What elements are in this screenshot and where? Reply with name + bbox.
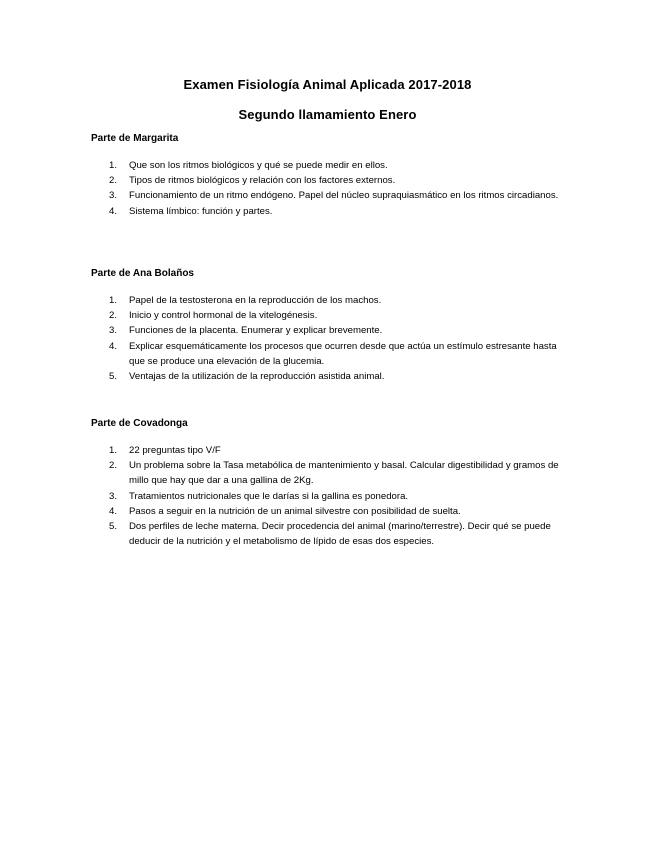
question-list: [91, 443, 571, 549]
item-number: 3.: [109, 325, 118, 337]
item-text: Pasos a seguir en la nutrición de un animal silvestre con posibilidad de suelta.: [129, 505, 461, 517]
section-margarita: [91, 132, 571, 219]
section-heading: Parte de Ana Bolaños: [91, 268, 194, 279]
item-text: Papel de la testosterona en la reproducción de los machos.: [129, 295, 382, 306]
item-text: Explicar esquemáticamente los procesos que ocurren desde que actúa un estímulo estresante hasta que se produce una elevación de la glucemia.: [129, 340, 557, 367]
item-number: 2.: [109, 310, 118, 322]
item-number: 1.: [109, 295, 118, 306]
item-number: 1.: [109, 160, 118, 171]
item-number: 4.: [109, 205, 118, 217]
list-item: [91, 369, 571, 384]
item-number: 5.: [109, 521, 118, 533]
list-item: [91, 339, 571, 369]
list-item: [91, 204, 571, 219]
list-item: [91, 158, 571, 173]
document-title: Examen Fisiología Animal Aplicada 2017-2018: [183, 77, 472, 92]
list-item: [91, 443, 571, 458]
item-text: Ventajas de la utilización de la reproducción asistida animal.: [129, 371, 385, 383]
item-text: Que son los ritmos biológicos y qué se puede medir en ellos.: [129, 160, 388, 171]
item-text: Funciones de la placenta. Enumerar y explicar brevemente.: [129, 325, 383, 337]
list-item: [91, 188, 571, 203]
item-number: 3.: [109, 190, 118, 202]
section-heading: Parte de Covadonga: [91, 418, 188, 429]
section-heading: Parte de Margarita: [91, 133, 179, 144]
item-number: 3.: [109, 490, 118, 502]
item-text: Sistema límbico: función y partes.: [129, 205, 273, 217]
list-item: [91, 489, 571, 504]
item-number: 4.: [109, 505, 118, 517]
list-item: [91, 504, 571, 519]
section-ana-bolanos: [91, 267, 571, 384]
list-item: [91, 458, 571, 488]
item-text: Tratamientos nutricionales que le darías si la gallina es ponedora.: [129, 490, 409, 502]
section-covadonga: [91, 417, 571, 549]
list-item: [91, 308, 571, 323]
item-text: Inicio y control hormonal de la vitelogénesis.: [129, 310, 318, 322]
item-number: 1.: [109, 445, 118, 456]
item-text: Funcionamiento de un ritmo endógeno. Papel del núcleo supraquiasmático en los ritmos circadianos.: [129, 190, 559, 202]
item-number: 5.: [109, 371, 118, 383]
list-item: [91, 519, 571, 549]
document-subtitle: Segundo llamamiento Enero: [238, 107, 417, 122]
item-text: Dos perfiles de leche materna. Decir procedencia del animal (marino/terrestre). Decir qué se puede deducir de la nutrición y el metabolismo de lípido de esas dos especies.: [129, 521, 551, 548]
question-list: [91, 158, 571, 219]
list-item: [91, 173, 571, 188]
item-text: 22 preguntas tipo V/F: [129, 445, 221, 456]
list-item: [91, 323, 571, 338]
question-list: [91, 293, 571, 384]
item-text: Un problema sobre la Tasa metabólica de mantenimiento y basal. Calcular digestibilidad y gramos de millo que hay que dar a una gallina de 2Kg.: [129, 460, 559, 487]
item-text: Tipos de ritmos biológicos y relación con los factores externos.: [129, 175, 396, 187]
list-item: [91, 293, 571, 308]
item-number: 2.: [109, 460, 118, 472]
item-number: 2.: [109, 175, 118, 187]
item-number: 4.: [109, 340, 118, 352]
